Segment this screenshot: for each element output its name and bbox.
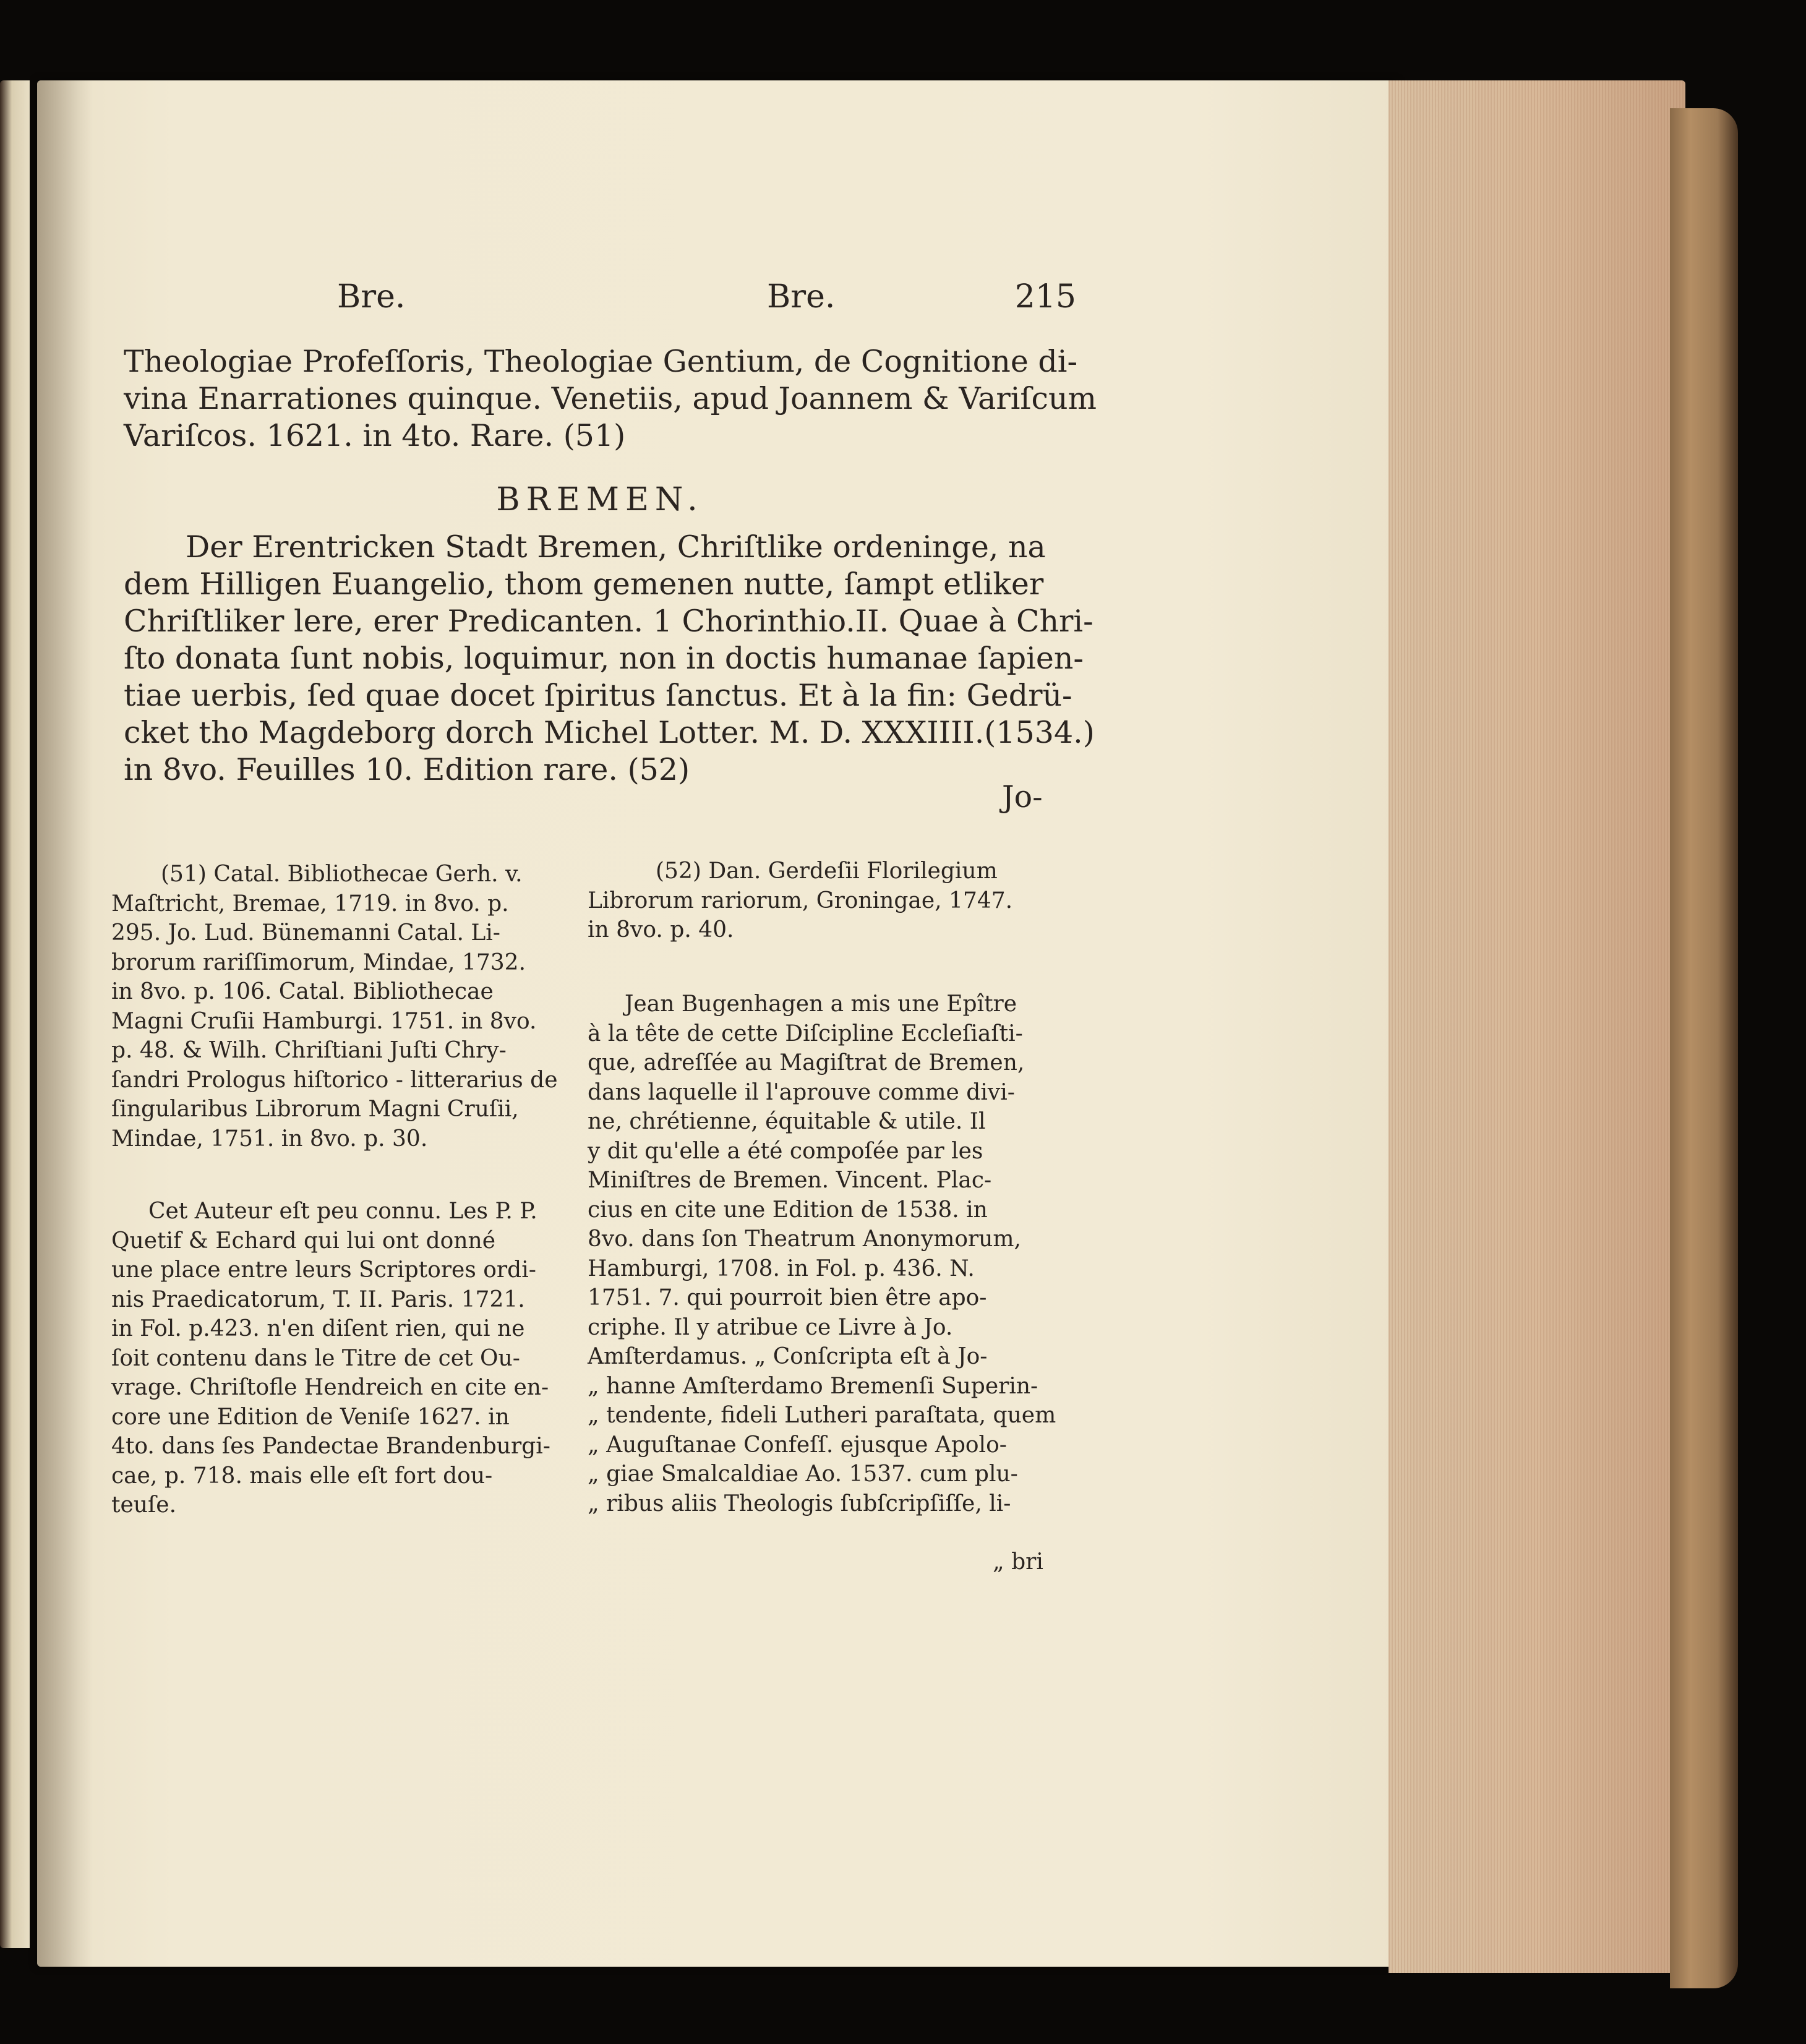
gutter-shadow (37, 80, 93, 1967)
commentary-line: à la tête de cette Diſcipline Eccleſiaſti- (588, 1020, 1023, 1046)
section-heading: BREMEN. (496, 481, 704, 518)
commentary-line: in Fol. p.423. n'en diſent rien, qui ne (111, 1316, 525, 1341)
bremen-line: Der Erentricken Stadt Bremen, Chriſtlike ordeninge, na (186, 529, 1046, 565)
page-block-edges (1389, 80, 1685, 1973)
footnote-line: (51) Catal. Bibliothecae Gerh. v. (161, 862, 523, 887)
commentary-line: „ tendente, fideli Lutheri paraſtata, quem (588, 1403, 1056, 1428)
commentary-line: Jean Bugenhagen a mis une Epître (625, 991, 1017, 1017)
commentary-line: Miniſtres de Bremen. Vincent. Plac- (588, 1168, 992, 1193)
footnote-line: ſingularibus Librorum Magni Cruſii, (111, 1097, 519, 1122)
commentary-line: criphe. Il y atribue ce Livre à Jo. (588, 1314, 953, 1340)
commentary-line: Cet Auteur eſt peu connu. Les P. P. (148, 1199, 537, 1224)
intro-line: Theologiae Profeſſoris, Theologiae Gentium, de Cognitione di- (124, 344, 1078, 379)
running-head (124, 278, 1076, 334)
commentary-line: 8vo. dans ſon Theatrum Anonymorum, (588, 1226, 1021, 1252)
commentary-line: ne, chrétienne, équitable & utile. Il (588, 1109, 986, 1134)
commentary-line: 4to. dans ſes Pandectae Brandenburgi- (111, 1434, 550, 1459)
running-head-left: Bre. (337, 278, 406, 315)
commentary-line: Hamburgi, 1708. in Fol. p. 436. N. (588, 1255, 975, 1281)
commentary-line: nis Praedicatorum, T. II. Paris. 1721. (111, 1286, 525, 1312)
commentary-line: „ Auguſtanae Confeſſ. ejusque Apolo- (588, 1432, 1007, 1458)
bremen-line: ſto donata ſunt nobis, loquimur, non in doctis humanae ſapien- (124, 641, 1084, 676)
commentary-line: „ hanne Amſterdamo Bremenſi Superin- (588, 1373, 1038, 1399)
footnote-line: Mindae, 1751. in 8vo. p. 30. (111, 1126, 428, 1152)
commentary-line: dans laquelle il l'aprouve comme divi- (588, 1079, 1015, 1105)
commentary-line: cae, p. 718. mais elle eſt fort dou- (111, 1463, 493, 1489)
commentary-line: ſoit contenu dans le Titre de cet Ou- (111, 1345, 520, 1371)
footnote-line: Maſtricht, Bremae, 1719. in 8vo. p. (111, 891, 509, 917)
catchword-column: „ bri (993, 1549, 1043, 1575)
commentary-line: 1751. 7. qui pourroit bien être apo- (588, 1285, 987, 1311)
footnote-line: in 8vo. p. 40. (588, 917, 734, 943)
commentary-line: une place entre leurs Scriptores ordi- (111, 1257, 536, 1283)
commentary-line: „ giae Smalcaldiae Ao. 1537. cum plu- (588, 1461, 1018, 1487)
commentary-line: vrage. Chriſtofle Hendreich en cite en- (111, 1375, 549, 1400)
footnote-line: (52) Dan. Gerdeſii Florilegium (656, 858, 998, 884)
intro-line: vina Enarrationes quinque. Venetiis, apud Joannem & Variſcum (124, 381, 1097, 416)
commentary-left (111, 1197, 557, 1520)
footnote-52 (588, 857, 1058, 945)
commentary-line: teuſe. (111, 1492, 177, 1518)
bremen-line: tiae uerbis, ſed quae docet ſpiritus ſanctus. Et à la fin: Gedrü- (124, 678, 1072, 713)
footnote-line: Magni Cruſii Hamburgi. 1751. in 8vo. (111, 1008, 537, 1034)
footnote-line: 295. Jo. Lud. Bünemanni Catal. Li- (111, 920, 500, 946)
footnote-line: Librorum rariorum, Groningae, 1747. (588, 887, 1013, 913)
previous-page-edge (0, 80, 30, 1948)
commentary-line: Quetif & Echard qui lui ont donné (111, 1228, 496, 1254)
book-cover-edge (1670, 108, 1738, 1988)
running-head-center: Bre. (767, 278, 836, 315)
commentary-line: Amſterdamus. „ Conſcripta eſt à Jo- (588, 1344, 988, 1369)
bremen-line: Chriſtliker lere, erer Predicanten. 1 Chorinthio.II. Quae à Chri- (124, 604, 1093, 639)
intro-line: Variſcos. 1621. in 4to. Rare. (51) (124, 418, 626, 453)
footnote-line: in 8vo. p. 106. Catal. Bibliothecae (111, 979, 494, 1004)
catchword-main: Jo- (1002, 779, 1043, 815)
commentary-line: que, adreſſée au Magiſtrat de Bremen, (588, 1050, 1025, 1075)
commentary-line: „ ribus aliis Theologis ſubſcripſiſſe, li- (588, 1490, 1011, 1516)
commentary-line: cius en cite une Edition de 1538. in (588, 1197, 988, 1223)
footnote-line: p. 48. & Wilh. Chriſtiani Juſti Chry- (111, 1038, 507, 1063)
bremen-line: cket tho Magdeborg dorch Michel Lotter. M. D. XXXIIII.(1534.) (124, 715, 1095, 750)
commentary-right (588, 990, 1058, 1518)
bremen-line: dem Hilligen Euangelio, thom gemenen nutte, ſampt etliker (124, 567, 1044, 602)
footnote-51 (111, 860, 557, 1153)
commentary-line: core une Edition de Veniſe 1627. in (111, 1404, 510, 1430)
footnote-line: ſandri Prologus hiſtorico - litterarius de (111, 1067, 558, 1093)
page-number: 215 (1014, 278, 1076, 315)
commentary-line: y dit qu'elle a été compoſée par les (588, 1138, 983, 1164)
footnote-line: brorum rariſſimorum, Mindae, 1732. (111, 949, 526, 975)
bremen-line: in 8vo. Feuilles 10. Edition rare. (52) (124, 752, 690, 787)
